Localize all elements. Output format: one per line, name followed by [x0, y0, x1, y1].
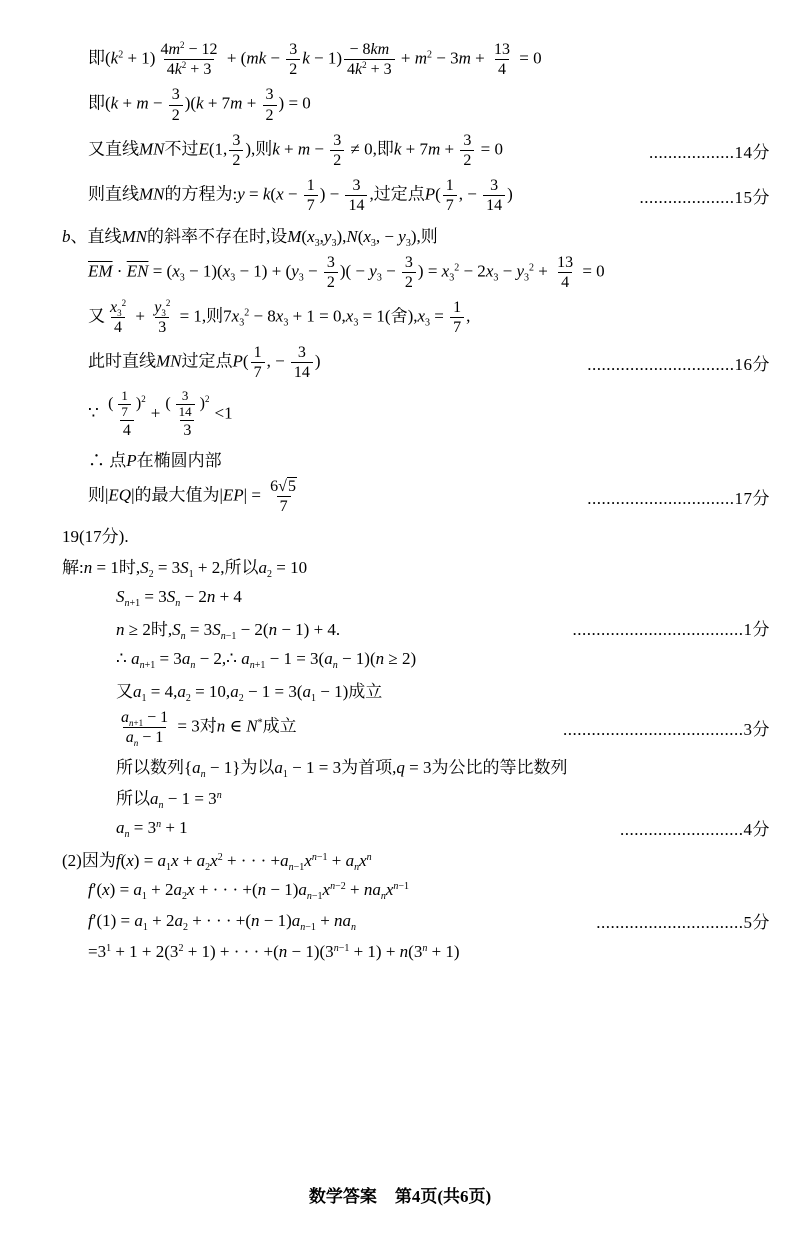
math-content: ∵ ( $\frac{1}{7}$ )$^2$ 4 + ( $\frac{3}{14}$ )$^2$ 3 <1: [88, 387, 233, 439]
math-content: 则直线MN的方程为:y = k(x − $\frac{1}{7}$ ) − $\frac{3}{14}$ ,过定点P( $\frac{1}{7}$ , − $\frac{3}{14}$ ): [88, 177, 513, 215]
math-line: [62, 298, 770, 337]
math-content: ∴ 点P在椭圆内部: [88, 450, 222, 470]
math-line: [62, 815, 770, 840]
score-marker: ...............................16分: [587, 355, 770, 375]
math-content: 19(17分).: [62, 527, 129, 547]
math-content: 所以$a_n - 1 = 3^n$: [116, 789, 222, 812]
math-line: [62, 908, 770, 933]
math-line: [62, 553, 770, 581]
math-content: (2)因为$f(x) = a_1x + a_2x^2$ + · · · $+a_{n-1}x^{n-1} + a_nx^n$: [62, 851, 372, 874]
math-content: 此时直线MN过定点P( $\frac{1}{7}$ , − $\frac{3}{14}$ ): [88, 344, 321, 382]
math-line: [62, 477, 770, 516]
answer-lines: [62, 40, 770, 964]
score-marker: ....................................1分: [572, 620, 770, 640]
math-line: [62, 343, 770, 382]
math-content: 又$a_1 = 4,a_2 = 10,a_2 - 1 = 3(a_1 - 1)$成立: [116, 682, 383, 705]
math-line: [62, 85, 770, 124]
math-line: [62, 784, 770, 812]
math-content: 又直线MN不过E(1, $\frac{3}{2}$ ),则k + m − $\frac{3}{2}$ ≠ 0,即k + 7m + $\frac{3}{2}$ = 0: [88, 131, 503, 169]
math-content: $=3^1 + 1 + 2(3^2 + 1)$ + · · · $+(n - 1)(3^{n-1} + 1) + n(3^n + 1)$: [88, 941, 460, 961]
math-line: [62, 877, 770, 902]
math-line: [62, 522, 770, 547]
math-line: [62, 677, 770, 705]
math-line: [62, 615, 770, 643]
math-content: 又 $\frac{x_3^2}{4}$ + $\frac{y_3^2}{3}$ = 1,则$7x_3^2 - 8x_3 + 1 = 0,x_3 = 1$(舍)$,x_3$ = $\frac{1}{7}$ ,: [88, 297, 471, 337]
math-line: [62, 646, 770, 671]
score-marker: ..........................4分: [620, 820, 770, 840]
math-line: [62, 253, 770, 292]
math-line: [62, 846, 770, 874]
math-content: $f'(1) = a_1 + 2a_2$ + · · · $+(n - 1)a_{n-1} + na_n$: [88, 910, 357, 933]
math-content: ∴ $a_{n+1} = 3a_n$ − 2,∴ $a_{n+1} - 1 = 3(a_n - 1)(n \ge 2)$: [116, 648, 417, 671]
footer-page-number: 第4页(共6页): [394, 1187, 492, 1206]
math-line: [62, 131, 770, 170]
math-line: [62, 753, 770, 781]
math-content: $\overline{EM} \cdot \overline{EN} = (x_3 - 1)(x_3 - 1) + (y_3$ − $\frac{3}{2}$ )( − $y_3$ − $\frac{3}{2}$ ) = $x_3^2 - 2x_3 - y_3^2$ + $\frac{13}{4}$ = 0: [88, 253, 605, 291]
page-footer: [0, 1182, 800, 1207]
score-marker: ..................14分: [649, 142, 770, 162]
math-content: $\frac{a_{n+1} - 1}{a_n - 1}$ = 3对n ∈ N*成立: [121, 709, 297, 749]
math-content: b、直线MN的斜率不存在时,设$M(x_3,y_3),N(x_3$, − $y_3$),则: [62, 226, 438, 249]
math-content: 解:n = 1时$,S_2 = 3S_1 + 2$,所以$a_2 = 10$: [62, 558, 308, 581]
math-content: 所以数列$\{a_n - 1\}$为以$a_1 - 1 = 3$为首项,q = 3为公比的等比数列: [116, 758, 568, 781]
math-content: 即$(k^2 + 1)$ $\frac{4m^2 - 12}{4k^2 + 3}$ + (mk − $\frac{3}{2}$ k − 1) $\frac{- 8km}{4k^2 + 3}$ + $m^2 - 3m$ + $\frac{13}{4}$ = 0: [88, 40, 542, 79]
math-content: $a_n = 3^n + 1$: [116, 817, 188, 840]
math-content: $f'(x) = a_1 + 2a_2x$ + · · · $+(n - 1)a_{n-1}x^{n-2} + na_nx^{n-1}$: [88, 879, 409, 902]
math-content: $S_{n+1} = 3S_n - 2n + 4$: [116, 586, 242, 609]
footer-doc-title: 数学答案: [308, 1187, 377, 1206]
score-marker: ......................................3分: [563, 720, 770, 740]
math-line: [62, 389, 770, 440]
math-line: [62, 446, 770, 471]
math-line: [62, 176, 770, 215]
score-marker: ...............................5分: [596, 913, 770, 933]
math-content: 则|EQ|的最大值为|EP| = $\frac{6√5}{7}$: [88, 477, 296, 515]
math-line: [62, 40, 770, 79]
math-line: [62, 584, 770, 609]
score-marker: ....................15分: [639, 188, 770, 208]
math-line: [62, 939, 770, 964]
math-content: 即(k + m − $\frac{3}{2}$ )(k + 7m + $\frac{3}{2}$ ) = 0: [88, 86, 311, 124]
score-marker: ...............................17分: [587, 488, 770, 508]
math-line: [62, 708, 770, 747]
math-content: n ≥ 2时$,S_n = 3S_{n-1} - 2(n - 1) + 4$.: [116, 620, 341, 643]
math-line: [62, 222, 770, 247]
